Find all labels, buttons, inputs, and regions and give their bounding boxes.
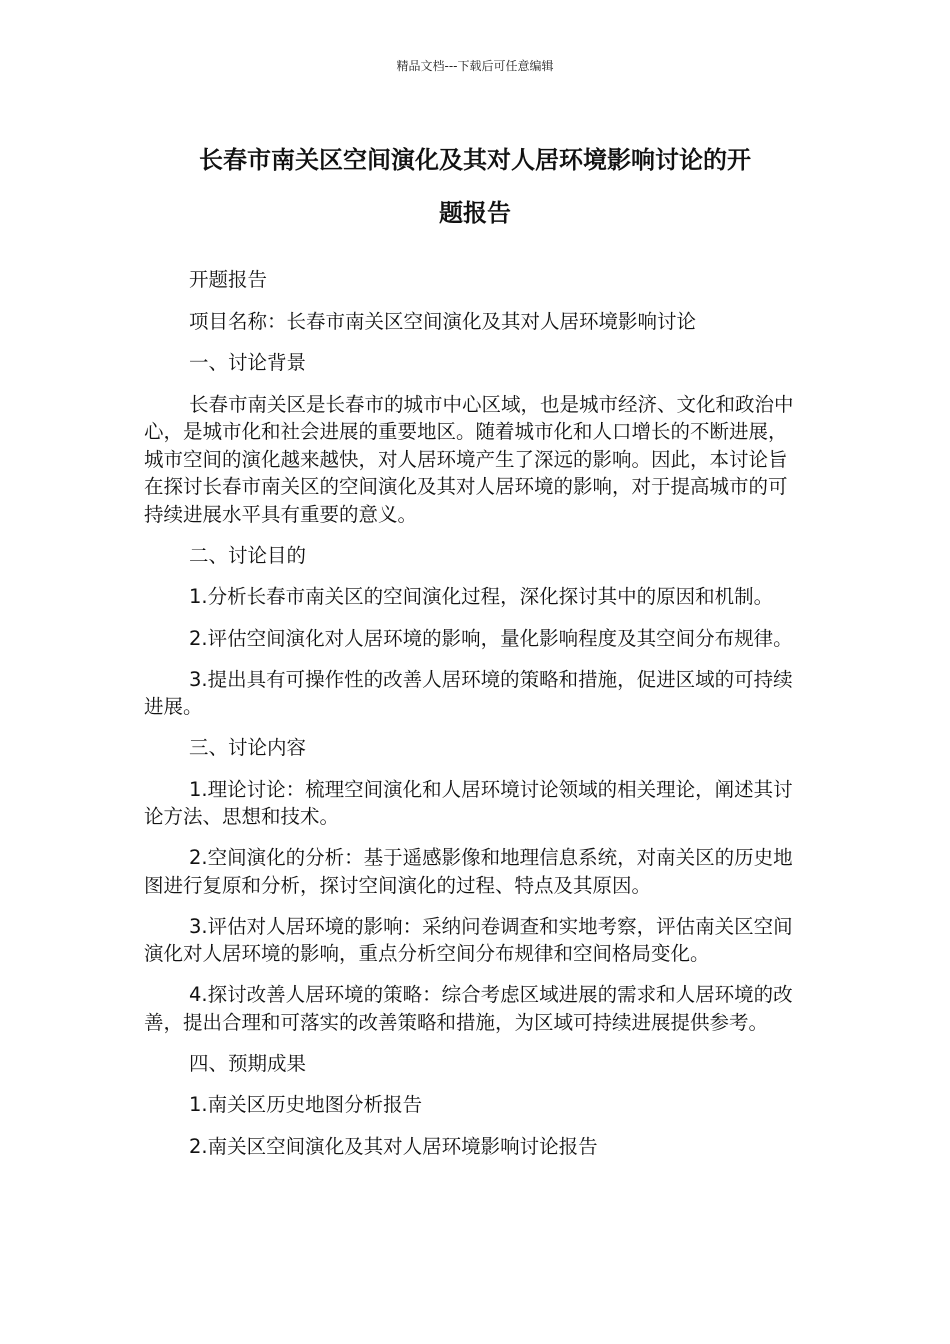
document-body — [144, 266, 794, 1174]
section-heading-background: 一、讨论背景 — [189, 351, 307, 374]
paragraph-purpose-3: 3.提出具有可操作性的改善人居环境的策略和措施，促进区域的可持续进展。 — [144, 667, 793, 718]
paragraph-outcome-2: 2.南关区空间演化及其对人居环境影响讨论报告 — [189, 1134, 598, 1158]
page-header-note: 精品文档---下载后可任意编辑 — [396, 59, 554, 73]
paragraph-project-name: 项目名称：长春市南关区空间演化及其对人居环境影响讨论 — [189, 309, 697, 333]
section-heading-outcomes: 四、预期成果 — [189, 1051, 307, 1075]
section-heading-purpose: 二、讨论目的 — [189, 543, 307, 567]
paragraph-content-3: 3.评估对人居环境的影响：采纳问卷调查和实地考察，评估南关区空间演化对人居环境的影响，重点分析空间分布规律和空间格局变化。 — [144, 914, 793, 965]
paragraph-background: 长春市南关区是长春市的城市中心区域，也是城市经济、文化和政治中心，是城市化和社会进展的重要地区。随着城市化和人口增长的不断进展，城市空间的演化越来越快，对人居环境产生了深远的影响。因此，本讨论旨在探讨长春市南关区的空间演化及其对人居环境的影响，对于提高城市的可持续进展水平具有重要的意义。 — [144, 392, 794, 526]
paragraph-content-2: 2.空间演化的分析：基于遥感影像和地理信息系统，对南关区的历史地图进行复原和分析，探讨空间演化的过程、特点及其原因。 — [144, 846, 793, 897]
paragraph-purpose-1: 1.分析长春市南关区的空间演化过程，深化探讨其中的原因和机制。 — [189, 585, 774, 608]
document-title-line-2: 题报告 — [439, 199, 511, 227]
paragraph-outcome-1: 1.南关区历史地图分析报告 — [189, 1093, 423, 1116]
paragraph-content-1: 1.理论讨论：梳理空间演化和人居环境讨论领域的相关理论，阐述其讨论方法、思想和技术。 — [144, 777, 793, 828]
document-title-line-1: 长春市南关区空间演化及其对人居环境影响讨论的开 — [199, 146, 751, 174]
paragraph-content-4: 4.探讨改善人居环境的策略：综合考虑区域进展的需求和人居环境的改善，提出合理和可落实的改善策略和措施，为区域可持续进展提供参考。 — [144, 983, 793, 1034]
paragraph-purpose-2: 2.评估空间演化对人居环境的影响，量化影响程度及其空间分布规律。 — [189, 626, 793, 650]
section-heading-content: 三、讨论内容 — [189, 736, 307, 759]
paragraph-report-label: 开题报告 — [189, 268, 268, 291]
